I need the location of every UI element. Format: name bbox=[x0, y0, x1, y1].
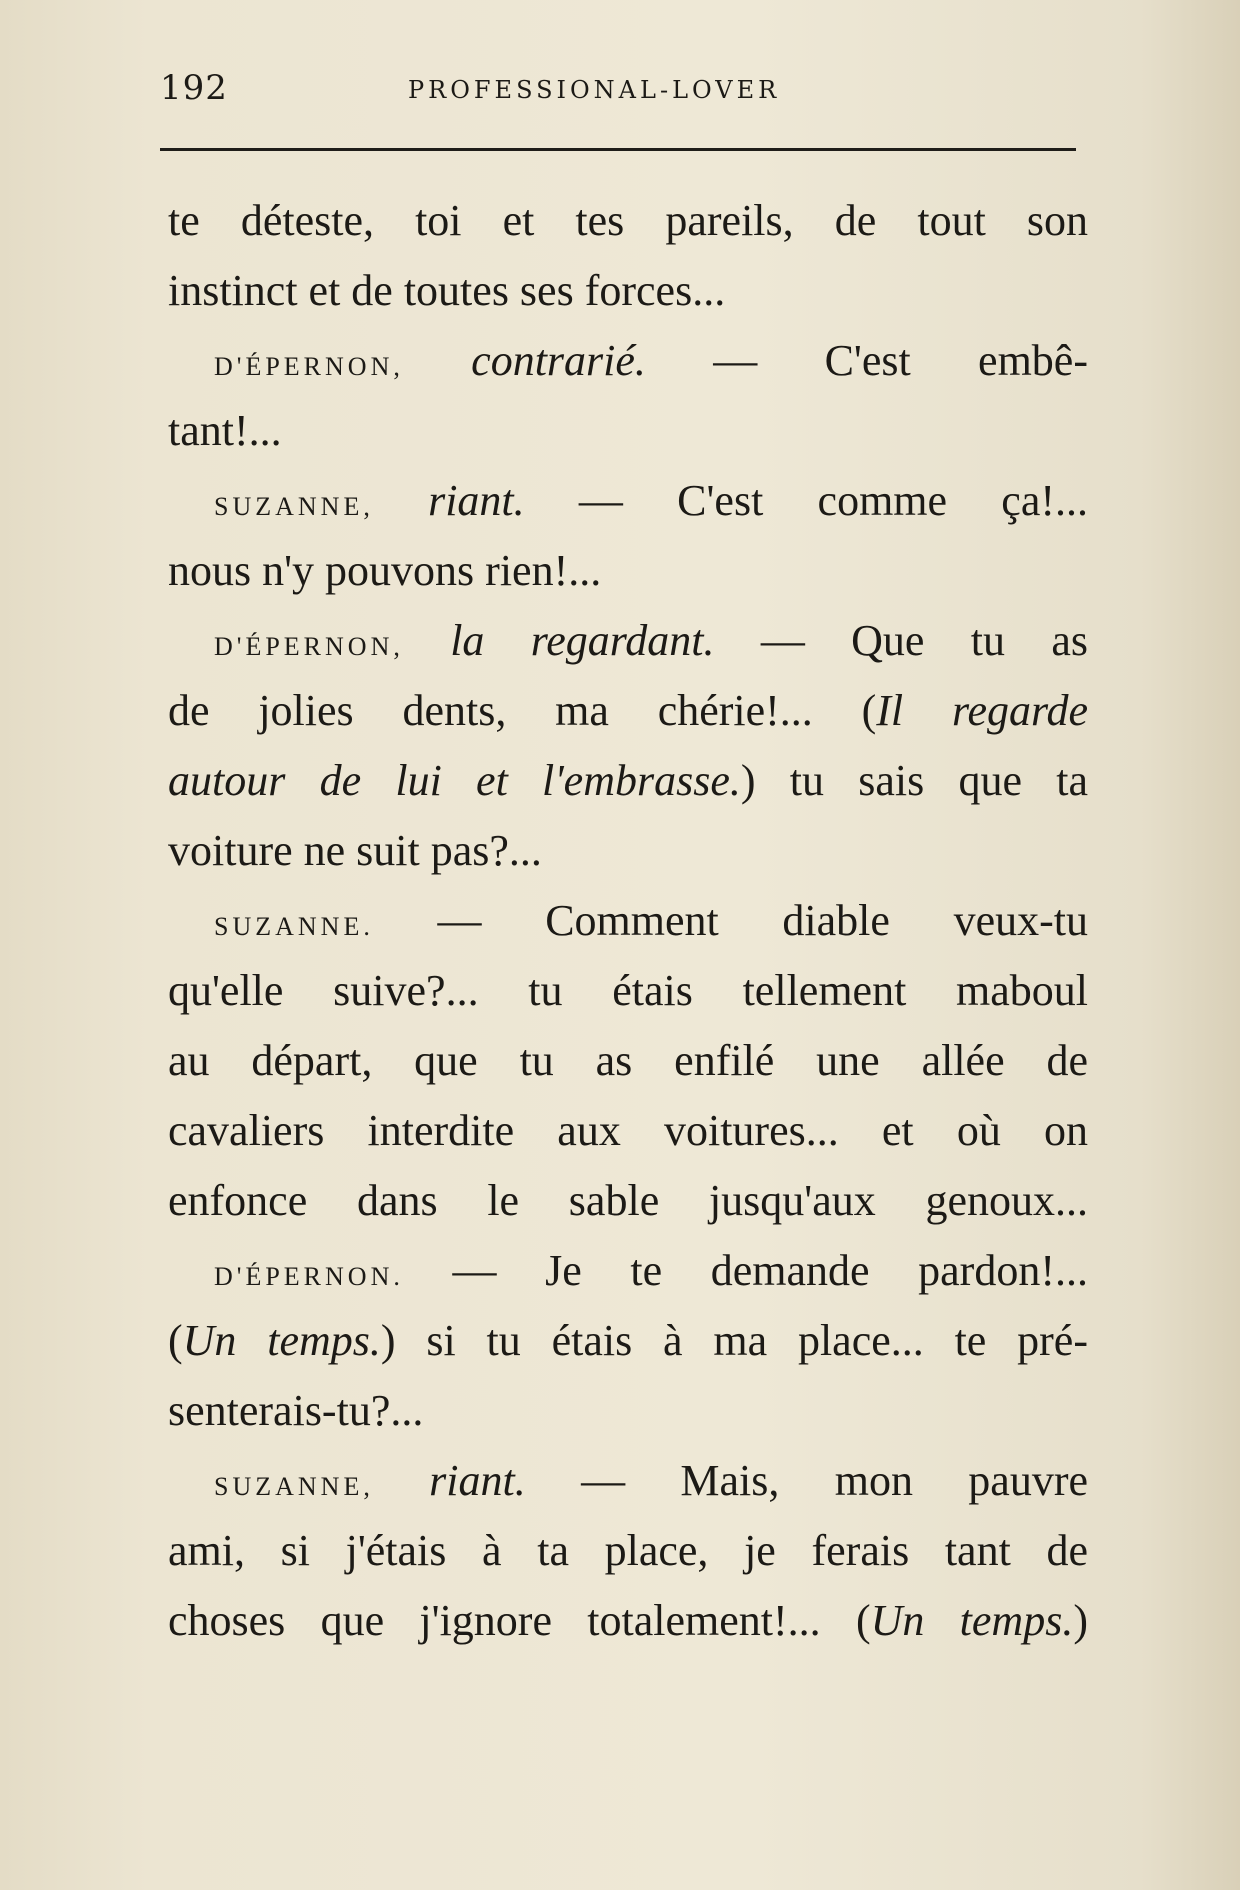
text-line-18: senterais-tu?... bbox=[168, 1386, 424, 1435]
stage-direction: contrarié. bbox=[403, 336, 646, 385]
text-line-9: autour de lui et l'embrasse.) tu sais que ta bbox=[168, 756, 1088, 805]
stage-line-epernon-3: D'ÉPERNON. — Je te demande pardon!... bbox=[214, 1246, 1088, 1295]
speaker-name: SUZANNE, bbox=[214, 1472, 374, 1501]
text-line-15: enfonce dans le sable jusqu'aux genoux... bbox=[168, 1176, 1088, 1225]
text-line-2: instinct et de toutes ses forces... bbox=[168, 266, 726, 315]
stage-direction: Un temps. bbox=[182, 1316, 381, 1365]
text-line-10: voiture ne suit pas?... bbox=[168, 826, 542, 875]
text-line-17: (Un temps.) si tu étais à ma place... te pré- bbox=[168, 1316, 1088, 1365]
stage-direction: autour de lui et l'embrasse. bbox=[168, 756, 741, 805]
text-line-21: choses que j'ignore totalement!... (Un temps.) bbox=[168, 1596, 1088, 1645]
text-line-12: qu'elle suive?... tu étais tellement maboul bbox=[168, 966, 1088, 1015]
speaker-name: SUZANNE. bbox=[214, 912, 374, 941]
stage-direction: riant. bbox=[373, 476, 525, 525]
running-title: PROFESSIONAL-LOVER bbox=[408, 76, 781, 104]
speaker-name: D'ÉPERNON. bbox=[214, 1262, 404, 1291]
text-line-1: te déteste, toi et tes pareils, de tout son bbox=[168, 196, 1088, 245]
text-line-14: cavaliers interdite aux voitures... et où on bbox=[168, 1106, 1088, 1155]
speaker-name: D'ÉPERNON, bbox=[214, 352, 404, 381]
body-text bbox=[168, 186, 1088, 1656]
page-header bbox=[160, 68, 1080, 118]
text-line-8: de jolies dents, ma chérie!... (Il regarde bbox=[168, 686, 1088, 735]
stage-line-epernon-1: D'ÉPERNON, contrarié. — C'est embê- bbox=[214, 336, 1088, 385]
text-line-13: au départ, que tu as enfilé une allée de bbox=[168, 1036, 1088, 1085]
page-number: 192 bbox=[160, 68, 228, 108]
stage-direction: la regardant. bbox=[403, 616, 715, 665]
stage-line-suzanne-3: SUZANNE, riant. — Mais, mon pauvre bbox=[214, 1456, 1088, 1505]
speaker-name: SUZANNE, bbox=[214, 492, 374, 521]
text-line-4: tant!... bbox=[168, 406, 282, 455]
text-line-6: nous n'y pouvons rien!... bbox=[168, 546, 602, 595]
stage-direction: riant. bbox=[373, 1456, 526, 1505]
header-rule bbox=[160, 148, 1076, 151]
stage-line-suzanne-1: SUZANNE, riant. — C'est comme ça!... bbox=[214, 476, 1089, 525]
stage-line-epernon-2: D'ÉPERNON, la regardant. — Que tu as bbox=[214, 616, 1088, 665]
speaker-name: D'ÉPERNON, bbox=[214, 632, 404, 661]
stage-direction: Il regarde bbox=[876, 686, 1088, 735]
stage-direction: Un temps. bbox=[870, 1596, 1074, 1645]
stage-line-suzanne-2: SUZANNE. — Comment diable veux-tu bbox=[214, 896, 1088, 945]
text-line-20: ami, si j'étais à ta place, je ferais tant de bbox=[168, 1526, 1088, 1575]
